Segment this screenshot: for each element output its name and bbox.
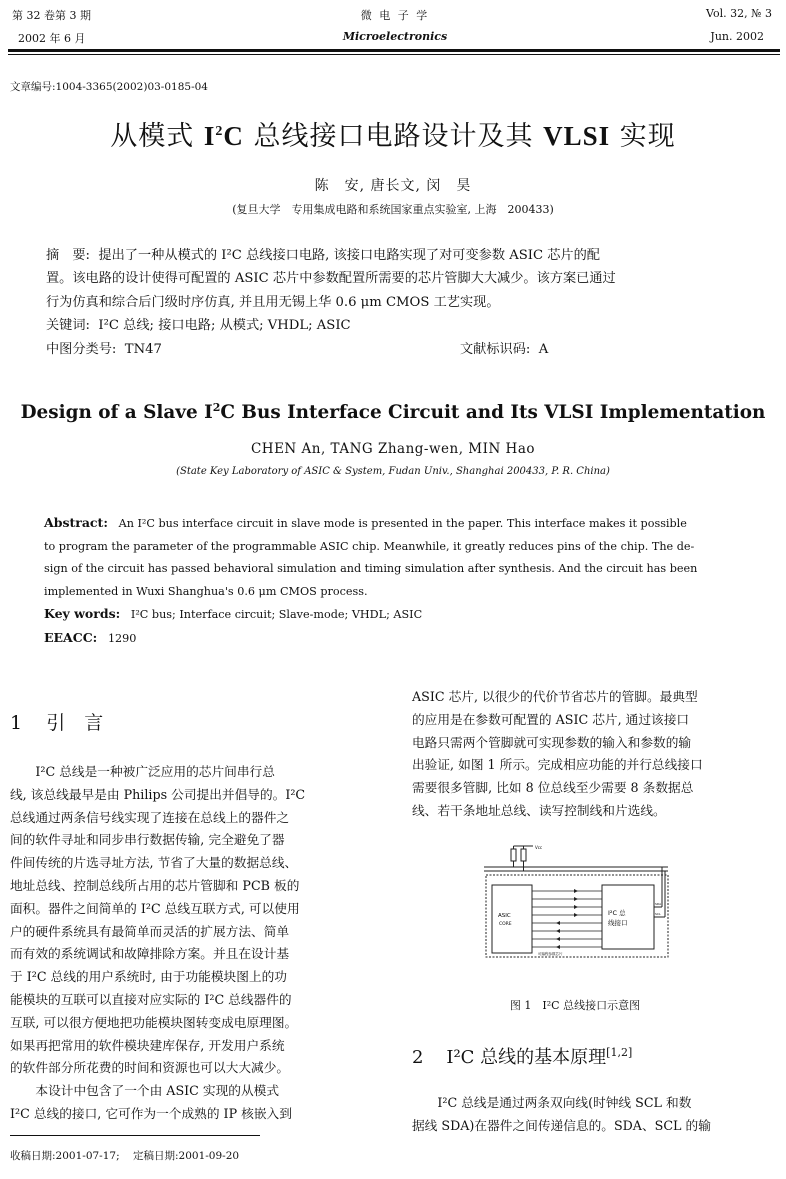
right-col-para-line: 电路只需两个管脚就可实现参数的输入和参数的输 — [412, 734, 692, 750]
right-col-para-line: ASIC 芯片, 以很少的代价节省芯片的管脚。最典型 — [412, 689, 698, 704]
section1-para1-line: 地址总线、控制总线所占用的芯片管脚和 PCB 板的 — [10, 877, 300, 893]
title-zh-i: I — [203, 121, 216, 151]
figure1-diagram — [478, 845, 672, 963]
section1-para2 — [10, 1080, 378, 1126]
section2-number: 2 — [412, 1047, 424, 1068]
section1-para1-line: 面积。器件之间简单的 I²C 总线互联方式, 可以使用 — [10, 900, 300, 916]
section1-heading — [10, 708, 103, 735]
asic-core-label: CORE — [499, 922, 512, 927]
header-right-date: Jun. 2002 — [710, 30, 764, 43]
section1-number: 1 — [10, 712, 23, 734]
keywords-zh-label: 关键词: — [46, 318, 91, 334]
header-left-volume: 第 32 卷第 3 期 — [12, 9, 91, 22]
title-en — [0, 401, 786, 423]
abstract-zh-label: 摘 要: — [46, 248, 91, 263]
section2-para-line: 据线 SDA)在器件之间传递信息的。SDA、SCL 的输 — [412, 1117, 711, 1133]
footnote-accepted: 2001-09-20 — [178, 1150, 240, 1162]
abstract-en-line4: implemented in Wuxi Shanghua's 0.6 μm CMOS process. — [44, 584, 368, 598]
section1-para1-line: 间的软件寻址和同步串行数据传输, 完全避免了器 — [10, 832, 285, 848]
eeacc-value: 1290 — [107, 631, 137, 645]
i2c-block-label1: I²C 总 — [608, 909, 626, 917]
chip-label: 可编程参数芯片 — [538, 952, 563, 956]
footnote-received-label: 收稿日期: — [10, 1150, 56, 1162]
pin-sda-label: SDA — [655, 902, 662, 906]
header-rule-thin — [8, 54, 780, 55]
section1-para1-line: 如果再把常用的软件模块建库保存, 开发用户系统 — [10, 1037, 285, 1053]
keywords-en-label: Key words: — [44, 606, 121, 622]
authors-zh: 陈 安, 唐长文, 闵 昊 — [314, 178, 472, 194]
header-right-volume: Vol. 32, № 3 — [706, 7, 772, 20]
title-zh — [0, 114, 786, 153]
section2-ref: [1,2] — [606, 1046, 633, 1059]
article-number: 文章编号:1004-3365(2002)03-0185-04 — [10, 81, 208, 93]
title-zh-c: C — [223, 121, 244, 151]
abstract-zh-line2: 置。该电路的设计使得可配置的 ASIC 芯片中参数配置所需要的芯片管脚大大减少。该方案已通过 — [46, 271, 616, 287]
affiliation-en: (State Key Laboratory of ASIC & System, Fudan Univ., Shanghai 200433, P. R. China) — [176, 466, 610, 477]
eeacc-label: EEACC: — [44, 629, 98, 645]
section2-title: I²C 总线的基本原理 — [446, 1047, 607, 1068]
right-col-para-line: 需要很多管脚, 比如 8 位总线至少需要 8 条数据总 — [412, 780, 694, 796]
section2-body — [412, 1092, 780, 1138]
section1-title: 引 言 — [46, 712, 104, 734]
section1-para1-line: 户的硬件系统具有最简单而灵活的扩展方法、简单 — [10, 923, 290, 939]
section2-para-line: I²C 总线是通过两条双向线(时钟线 SCL 和数 — [437, 1095, 692, 1110]
section1-para2-line: I²C 总线的接口, 它可作为一个成熟的 IP 核嵌入到 — [10, 1105, 292, 1121]
footnote-received: 2001-07-17; — [55, 1150, 120, 1162]
abstract-en-line3: sign of the circuit has passed behavioral simulation and timing simulation after synthesis. And the circuit has been — [44, 562, 698, 576]
title-en-sup: 2 — [212, 401, 221, 414]
section1-para1-line: 于 I²C 总线的用户系统时, 由于功能模块图上的功 — [10, 969, 287, 985]
section1-para1-line: 能模块的互联可以直接对应实际的 I²C 总线器件的 — [10, 991, 292, 1007]
classification-value: TN47 — [124, 341, 162, 357]
section1-para1-line: 的软件部分所花费的时间和资源也可以大大减少。 — [10, 1060, 290, 1076]
footnote — [10, 1148, 239, 1163]
vcc-label: Vcc — [535, 845, 543, 850]
abstract-zh-line1: 提出了一种从模式的 I²C 总线接口电路, 该接口电路实现了对可变参数 ASIC 芯片的配 — [98, 248, 600, 263]
header-left-date: 2002 年 6 月 — [18, 32, 86, 45]
i2c-block-label2: 线接口 — [608, 919, 628, 927]
affiliation-zh: (复旦大学 专用集成电路和系统国家重点实验室, 上海 200433) — [232, 203, 554, 216]
section1-body — [10, 761, 378, 1126]
right-col-para-line: 线、若干条地址总线、读写控制线和片选线。 — [412, 802, 666, 818]
header-rule-thick — [8, 49, 780, 52]
right-col-para-line: 的应用是在参数可配置的 ASIC 芯片, 通过该接口 — [412, 711, 690, 727]
title-zh-part1: 从模式 — [110, 121, 204, 152]
section1-para1-line: 线, 该总线最早是由 Philips 公司提出并倡导的。I²C — [10, 786, 306, 802]
section1-para1-line: 互联, 可以很方便地把功能模块图转变成电原理图。 — [10, 1014, 298, 1030]
abstract-en-line2: to program the parameter of the programmable ASIC chip. Meanwhile, it greatly reduces pins of the chip. The de- — [44, 539, 695, 553]
header-journal-en: Microelectronics — [342, 30, 448, 43]
section1-para1-line: 件间传统的片选寻址方法, 节省了大量的数据总线、 — [10, 855, 298, 871]
authors-en: CHEN An, TANG Zhang-wen, MIN Hao — [250, 441, 536, 457]
right-col-para-line: 出验证, 如图 1 所示。完成相应功能的并行总线接口 — [412, 757, 703, 773]
title-zh-part2: 总线接口电路设计及其 — [243, 121, 544, 152]
pin-scl-label: SCL — [655, 912, 661, 916]
title-en-part1: Design of a Slave I — [20, 402, 213, 424]
title-en-part2: C Bus Interface Circuit and Its VLSI Implementation — [220, 402, 766, 424]
section1-para1-line: 而有效的系统调试和故障排除方案。并且在设计基 — [10, 946, 290, 962]
figure1-caption: 图 1 I²C 总线接口示意图 — [509, 999, 641, 1012]
footnote-accepted-label: 定稿日期: — [132, 1150, 179, 1162]
header-journal-zh: 微 电 子 学 — [360, 9, 430, 22]
title-zh-sup: 2 — [215, 124, 224, 139]
right-col-para — [412, 686, 780, 823]
asic-label: ASIC — [498, 913, 511, 919]
doc-code-value: A — [538, 341, 549, 357]
classification-label: 中图分类号: — [46, 341, 117, 357]
section1-para1-line: I²C 总线是一种被广泛应用的芯片间串行总 — [35, 764, 275, 779]
abstract-zh-line3: 行为仿真和综合后门级时序仿真, 并且用无锡上华 0.6 μm CMOS 工艺实现。 — [46, 294, 500, 310]
footnote-rule — [10, 1135, 260, 1136]
abstract-en-line1: An I²C bus interface circuit in slave mode is presented in the paper. This interface makes it possible — [118, 517, 687, 530]
section1-para1 — [10, 761, 378, 1080]
abstract-zh — [46, 244, 756, 361]
section2-heading — [412, 1043, 632, 1069]
abstract-en — [44, 512, 760, 651]
keywords-zh-value: I²C 总线; 接口电路; 从模式; VHDL; ASIC — [98, 318, 351, 334]
section1-para2-line: 本设计中包含了一个由 ASIC 实现的从模式 — [35, 1083, 280, 1099]
title-zh-vlsi: VLSI — [543, 121, 611, 151]
section1-para1-line: 总线通过两条信号线实现了连接在总线上的器件之 — [10, 809, 290, 825]
doc-code-label: 文献标识码: — [460, 341, 531, 357]
abstract-en-label: Abstract: — [44, 515, 108, 530]
keywords-en-value: I²C bus; Interface circuit; Slave-mode; VHDL; ASIC — [130, 608, 423, 622]
title-zh-part3: 实现 — [610, 121, 676, 152]
